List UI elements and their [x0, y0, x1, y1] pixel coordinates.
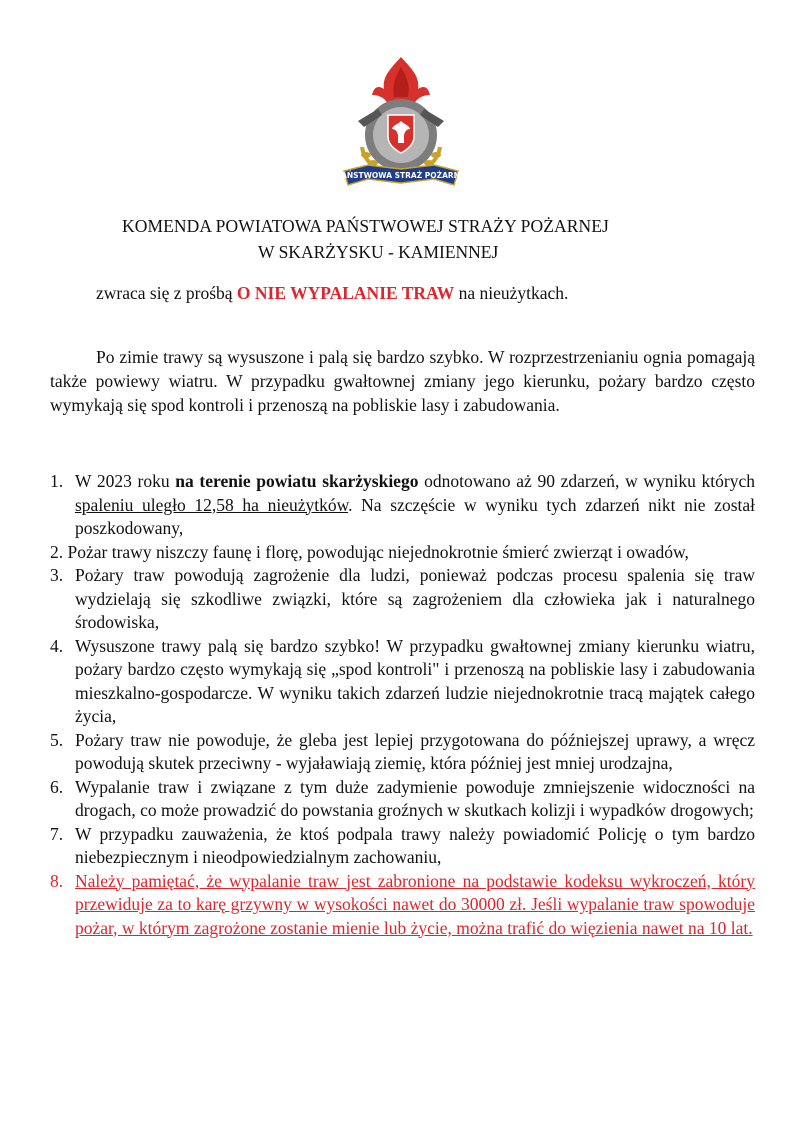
appeal-suffix: na nieużytkach.	[454, 283, 569, 303]
list-item-text: Pożary traw powodują zagrożenie dla ludzi, ponieważ podczas procesu spalenia się traw wydzielają się szkodliwe związki, które są zagrożeniem dla człowieka jak i naturalnego środowiska,	[75, 565, 755, 632]
intro-paragraph: Po zimie trawy są wysuszone i palą się bardzo szybko. W rozprzestrzenianiu ognia pomagają także powiewy wiatru. W przypadku gwałtownej zmiany jego kierunku, pożary bardzo często wymykają się spod kontroli i przenoszą na pobliskie lasy i zabudowania.	[50, 347, 755, 415]
list-item-underlined: spaleniu uległo 12,58 ha nieużytków	[75, 494, 349, 515]
list-item-number: 2.	[50, 541, 64, 562]
list-item-4	[50, 635, 755, 729]
fire-service-emblem	[338, 55, 464, 195]
appeal-prefix: zwraca się z prośbą	[96, 283, 237, 303]
list-item-number: 6.	[50, 776, 64, 797]
list-item-text-c: odnotowano aż 90 zdarzeń, w wyniku których	[418, 471, 755, 491]
appeal-highlight: O NIE WYPALANIE TRAW	[236, 283, 455, 303]
numbered-list	[50, 470, 755, 940]
list-item-text: Należy pamiętać, że wypalanie traw jest zabronione na podstawie kodeksu wykroczeń, który przewiduje za to karę grzywny w wysokości nawet do 30000 zł. Jeśli wypalanie traw spowoduje pożar, w którym zagrożone zostanie mienie lub życie, można trafić do więzienia nawet na 10 lat.	[75, 870, 755, 938]
list-item-number: 5.	[50, 729, 64, 750]
list-item-bold: na terenie powiatu skarżyskiego	[175, 471, 419, 491]
list-item-8-warning	[50, 870, 755, 941]
fire-service-logo-icon	[338, 55, 464, 195]
list-item-text: W przypadku zauważenia, że ktoś podpala trawy należy powiadomić Policję o tym bardzo niebezpiecznym i nieodpowiedzialnym zachowaniu,	[75, 823, 755, 867]
list-item-6	[50, 776, 755, 823]
list-item-text-a: W 2023 roku	[75, 471, 176, 491]
list-item-number: 8.	[50, 870, 64, 891]
list-item-number: 1.	[50, 471, 64, 491]
list-item-1	[50, 470, 755, 541]
logo-ribbon-text: PAŃSTWOWA STRAŻ POŻARNA	[338, 171, 464, 180]
list-item-text-e: . Na szczęście w wyniku tych zdarzeń nikt nie został poszkodowany,	[75, 494, 755, 538]
list-item-5	[50, 729, 755, 776]
list-item-text: Pożar trawy niszczy faunę i florę, powodując niejednokrotnie śmierć zwierząt i owadów,	[67, 541, 689, 562]
list-item-text: Wysuszone trawy palą się bardzo szybko! W przypadku gwałtownej zmiany kierunku wiatru, pożary bardzo często wymykają się „spod kontroli" i przenoszą na pobliskie lasy i zabudowania mieszkalno-gospodarcze. W wyniku takich zdarzeń ludzie niejednokrotnie tracą majątek całego życia,	[75, 635, 755, 726]
appeal-sentence	[96, 283, 568, 304]
header-line-1: KOMENDA POWIATOWA PAŃSTWOWEJ STRAŻY POŻARNEJ	[122, 216, 609, 236]
list-item-7	[50, 823, 755, 870]
list-item-number: 7.	[50, 823, 64, 844]
list-item-text: Wypalanie traw i związane z tym duże zadymienie powoduje zmniejszenie widoczności na drogach, co może prowadzić do powstania groźnych w skutkach kolizji i wypadków drogowych;	[75, 776, 755, 820]
list-item-3	[50, 564, 755, 635]
header-line-2: W SKARŻYSKU - KAMIENNEJ	[258, 242, 499, 262]
list-item-number: 4.	[50, 635, 64, 656]
list-item-2	[50, 541, 755, 565]
list-item-number: 3.	[50, 565, 64, 585]
list-item-text: Pożary traw nie powoduje, że gleba jest lepiej przygotowana do późniejszej uprawy, a wręcz powodują skutek przeciwny - wyjaławiają ziemię, która później jest mniej urodzajna,	[75, 729, 755, 773]
